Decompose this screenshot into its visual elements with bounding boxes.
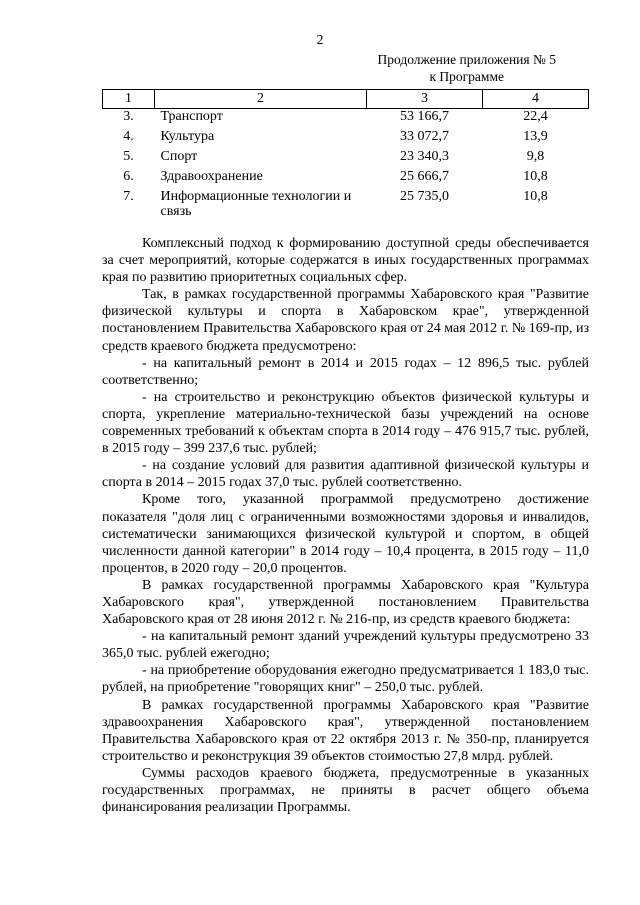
column-header-3: 3 xyxy=(367,90,483,109)
row-share: 22,4 xyxy=(523,109,548,124)
table-row xyxy=(103,149,589,169)
paragraph: - на строительство и реконструкцию объектов физической культуры и спорта, укрепление материально-технической базы учреждений на основе современных требований к объектам спорта в 2014 году – 476 915,7 тыс. рублей, в 2015 году – 399 237,6 тыс. рублей; xyxy=(102,389,589,457)
table-row xyxy=(103,169,589,189)
row-value: 53 166,7 xyxy=(400,109,449,124)
row-name: Спорт xyxy=(160,149,198,164)
column-header-2: 2 xyxy=(155,90,367,109)
row-value: 25 735,0 xyxy=(400,189,449,204)
row-share: 10,8 xyxy=(523,189,548,204)
paragraph: - на приобретение оборудования ежегодно предусматривается 1 183,0 тыс. рублей, на приобретение "говорящих книг" – 250,0 тыс. рублей. xyxy=(102,663,589,696)
page-number: 2 xyxy=(316,33,324,48)
paragraph: Так, в рамках государственной программы Хабаровского края "Развитие физической культуры и спорта в Хабаровском крае", утвержденной постановлением Правительства Хабаровского края от 24 мая 2012 г. № 169-пр, из средств краевого бюджета предусмотрено: xyxy=(102,287,589,354)
column-header-4: 4 xyxy=(483,90,589,109)
column-header-1: 1 xyxy=(103,90,155,109)
table-row xyxy=(103,129,589,149)
row-name: Здравоохранение xyxy=(160,169,263,184)
table-row xyxy=(103,189,589,219)
paragraph: Комплексный подход к формированию доступной среды обеспечивается за счет мероприятий, которые содержатся в иных государственных программах края по развитию приоритетных социальных сфер. xyxy=(102,236,589,286)
table-header-row xyxy=(103,90,589,109)
row-share: 13,9 xyxy=(523,129,548,144)
row-number: 6. xyxy=(123,169,134,184)
appendix-reference xyxy=(377,51,556,85)
row-share: 9,8 xyxy=(526,149,545,164)
row-number: 4. xyxy=(123,129,134,144)
row-number: 7. xyxy=(123,189,134,204)
table-row xyxy=(103,109,589,130)
row-name: Информационные технологии и связь xyxy=(160,189,352,219)
appendix-line-2: к Программе xyxy=(429,69,504,84)
paragraph: - на капитальный ремонт в 2014 и 2015 годах – 12 896,5 тыс. рублей соответственно; xyxy=(102,355,589,388)
expenditure-table xyxy=(102,89,589,219)
row-value: 23 340,3 xyxy=(400,149,449,164)
row-value: 25 666,7 xyxy=(400,169,449,184)
appendix-line-1: Продолжение приложения № 5 xyxy=(377,52,556,67)
row-value: 33 072,7 xyxy=(400,129,449,144)
row-name: Культура xyxy=(160,129,215,144)
paragraph: В рамках государственной программы Хабаровского края "Культура Хабаровского края", утвержденной постановлением Правительства Хабаровского края от 28 июня 2012 г. № 216-пр, из средств краевого бюджета: xyxy=(102,577,589,628)
row-name: Транспорт xyxy=(160,109,223,124)
row-number: 3. xyxy=(123,109,134,124)
paragraph: Кроме того, указанной программой предусмотрено достижение показателя "доля лиц с ограниченными возможностями здоровья и инвалидов, систематически занимающихся физической культурой и спортом, в общей численности данной категории" в 2014 году – 10,4 процента, в 2015 году – 11,0 процентов, в 2020 году – 20,0 процентов. xyxy=(102,492,589,576)
body-text xyxy=(102,235,589,816)
paragraph: - на капитальный ремонт зданий учреждений культуры предусмотрено 33 365,0 тыс. рублей ежегодно; xyxy=(102,629,589,662)
row-number: 5. xyxy=(123,149,134,164)
paragraph: - на создание условий для развития адаптивной физической культуры и спорта в 2014 – 2015 годах 37,0 тыс. рублей соответственно. xyxy=(102,458,589,491)
paragraph: В рамках государственной программы Хабаровского края "Развитие здравоохранения Хабаровского края", утвержденной постановлением Правительства Хабаровского края от 22 октября 2013 г. № 350-пр, планируется строительство и реконструкция 39 объектов стоимостью 27,8 млрд. рублей. xyxy=(102,697,589,764)
row-share: 10,8 xyxy=(523,169,548,184)
paragraph: Суммы расходов краевого бюджета, предусмотренные в указанных государственных программах, не приняты в расчет общего объема финансирования реализации Программы. xyxy=(102,765,589,816)
